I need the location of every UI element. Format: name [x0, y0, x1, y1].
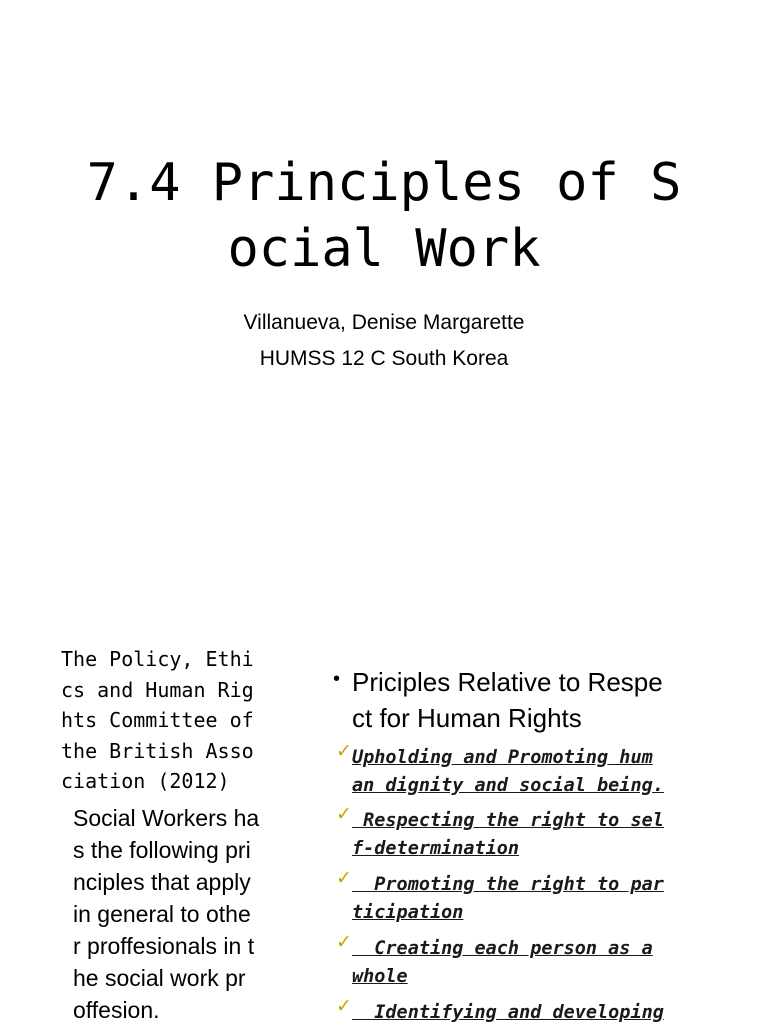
- bullet-heading-line: Priciples Relative to Respe: [352, 667, 663, 697]
- principle-line: Respecting the right to sel: [352, 810, 664, 831]
- left-heading-line: ciation (2012): [61, 769, 230, 793]
- checkmark-icon: ✓: [336, 804, 352, 825]
- left-heading-line: cs and Human Rig: [61, 677, 254, 702]
- left-body-line: Social Workers ha: [73, 805, 260, 831]
- class-section: HUMSS 12 C South Korea: [259, 347, 509, 370]
- left-body-line: in general to othe: [73, 901, 251, 927]
- left-heading-line: hts Committee of: [61, 708, 254, 732]
- slide-title-line-2: ocial Work: [227, 219, 541, 279]
- principle-line: Identifying and developing: [352, 1002, 664, 1023]
- checkmark-icon: ✓: [336, 932, 352, 953]
- checkmark-icon: ✓: [336, 868, 352, 889]
- principle-line: whole: [352, 966, 408, 987]
- left-body-text: [73, 802, 293, 1024]
- principle-line: Promoting the right to par: [352, 874, 664, 895]
- bullet-heading-line: ct for Human Rights: [352, 703, 582, 733]
- left-heading: [61, 644, 291, 797]
- author-name: Villanueva, Denise Margarette: [243, 311, 525, 334]
- checkmark-icon: ✓: [336, 741, 352, 762]
- principle-line: Creating each person as a: [352, 938, 653, 959]
- bullet-icon: •: [333, 668, 341, 690]
- slide-title-line-1: 7.4 Principles of S: [86, 153, 682, 213]
- left-heading-line: The Policy, Ethi: [61, 647, 254, 671]
- left-body-line: s the following pri: [73, 837, 251, 863]
- left-body-line: offesion.: [73, 997, 160, 1023]
- principle-line: Upholding and Promoting hum: [352, 747, 653, 768]
- principle-line: ticipation: [352, 902, 464, 923]
- left-body-line: r proffesionals in t: [73, 933, 255, 959]
- checkmark-icon: ✓: [336, 996, 352, 1017]
- content-slide: [0, 576, 768, 1024]
- left-body-line: nciples that apply: [73, 869, 251, 895]
- left-heading-line: the British Asso: [61, 738, 254, 763]
- principle-line: an dignity and social being.: [352, 775, 664, 796]
- left-body-line: he social work pr: [73, 965, 246, 991]
- slide-title: [40, 150, 728, 282]
- principle-line: f-determination: [352, 838, 520, 859]
- slide-subtitle: [0, 305, 768, 377]
